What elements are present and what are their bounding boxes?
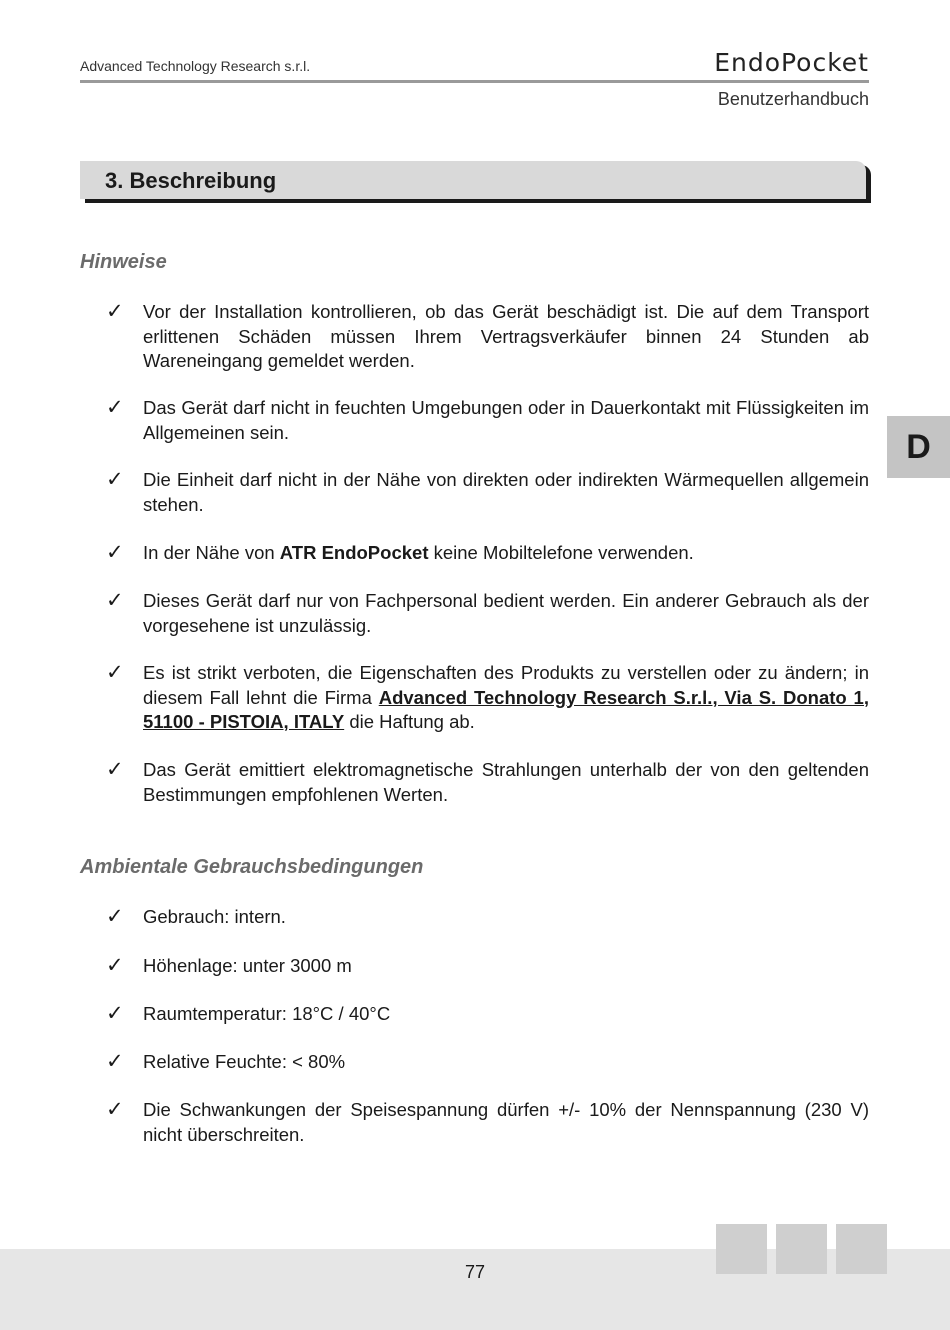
list-item: [106, 758, 869, 807]
checkmark-icon: ✓: [106, 468, 124, 491]
checkmark-icon: ✓: [106, 1050, 124, 1073]
notes-heading: Hinweise: [80, 251, 167, 273]
manual-title: Benutzerhandbuch: [717, 89, 869, 109]
checkmark-icon: ✓: [106, 589, 124, 612]
checkmark-icon: ✓: [106, 300, 124, 323]
section-title: 3. Beschreibung: [105, 168, 277, 193]
section-header-bar: [80, 161, 866, 199]
list-item: [106, 541, 869, 566]
checkmark-icon: ✓: [106, 758, 124, 781]
list-item: [106, 661, 869, 735]
checkmark-icon: ✓: [106, 396, 124, 419]
checkmark-icon: ✓: [106, 954, 124, 977]
company-name: Advanced Technology Research s.r.l.: [80, 58, 311, 74]
page-number: 77: [464, 1262, 486, 1282]
checkmark-icon: ✓: [106, 541, 124, 564]
list-item-text: Die Einheit darf nicht in der Nähe von direkten oder indirekten Wärmequellen allgemein stehen.: [143, 469, 869, 515]
list-item: [106, 954, 869, 979]
checkmark-icon: ✓: [106, 905, 124, 928]
list-item-text: Dieses Gerät darf nur von Fachpersonal bedient werden. Ein anderer Gebrauch als der vorgesehene ist unzulässig.: [143, 590, 869, 636]
list-item-text: Die Schwankungen der Speisespannung dürfen +/- 10% der Nennspannung (230 V) nicht überschreiten.: [143, 1099, 869, 1145]
list-item-text: Das Gerät emittiert elektromagnetische Strahlungen unterhalb der von den geltenden Bestimmungen empfohlenen Werten.: [143, 759, 869, 805]
product-name: ATR EndoPocket: [279, 542, 429, 563]
list-item-text: [143, 541, 869, 566]
environment-heading: Ambientale Gebrauchsbedingungen: [80, 856, 424, 878]
list-item-text: Gebrauch: intern.: [143, 906, 286, 927]
list-item: [106, 905, 869, 930]
list-item: [106, 1098, 869, 1147]
list-item: [106, 589, 869, 638]
checkmark-icon: ✓: [106, 1098, 124, 1121]
company-address: Advanced Technology Research S.r.l., Via S. Donato 1, 51100 - PISTOIA, ITALY: [143, 686, 869, 732]
list-item-text: [143, 661, 869, 735]
language-tab: D: [887, 416, 950, 478]
list-item: [106, 396, 869, 445]
list-item: [106, 1050, 869, 1075]
list-item-text: Vor der Installation kontrollieren, ob das Gerät beschädigt ist. Die auf dem Transport erlittenen Schäden müssen Ihrem Vertragsverkäufer binnen 24 Stunden ab Wareneingang gemeldet werden.: [143, 301, 869, 371]
list-item: [106, 1002, 869, 1027]
list-item: [106, 300, 869, 374]
list-item: [106, 468, 869, 517]
list-item-text: Das Gerät darf nicht in feuchten Umgebungen oder in Dauerkontakt mit Flüssigkeiten im Allgemeinen sein.: [143, 397, 869, 443]
list-item-text: Höhenlage: unter 3000 m: [143, 955, 352, 976]
header-divider: [80, 80, 869, 83]
checkmark-icon: ✓: [106, 661, 124, 684]
list-item-text-pre: In der Nähe von: [143, 542, 280, 563]
list-item-text-pre: Es ist strikt verboten, die Eigenschaften des Produkts zu verstellen oder zu ändern; in diesem Fall lehnt die Firma: [143, 662, 869, 708]
list-item-text-post: keine Mobiltelefone verwenden.: [428, 542, 694, 563]
list-item-text: Raumtemperatur: 18°C / 40°C: [143, 1003, 391, 1024]
list-item-text: Relative Feuchte: < 80%: [143, 1051, 346, 1072]
brand-logo: EndoPocket: [714, 48, 869, 77]
list-item-text-post: die Haftung ab.: [344, 711, 475, 732]
checkmark-icon: ✓: [106, 1002, 124, 1025]
